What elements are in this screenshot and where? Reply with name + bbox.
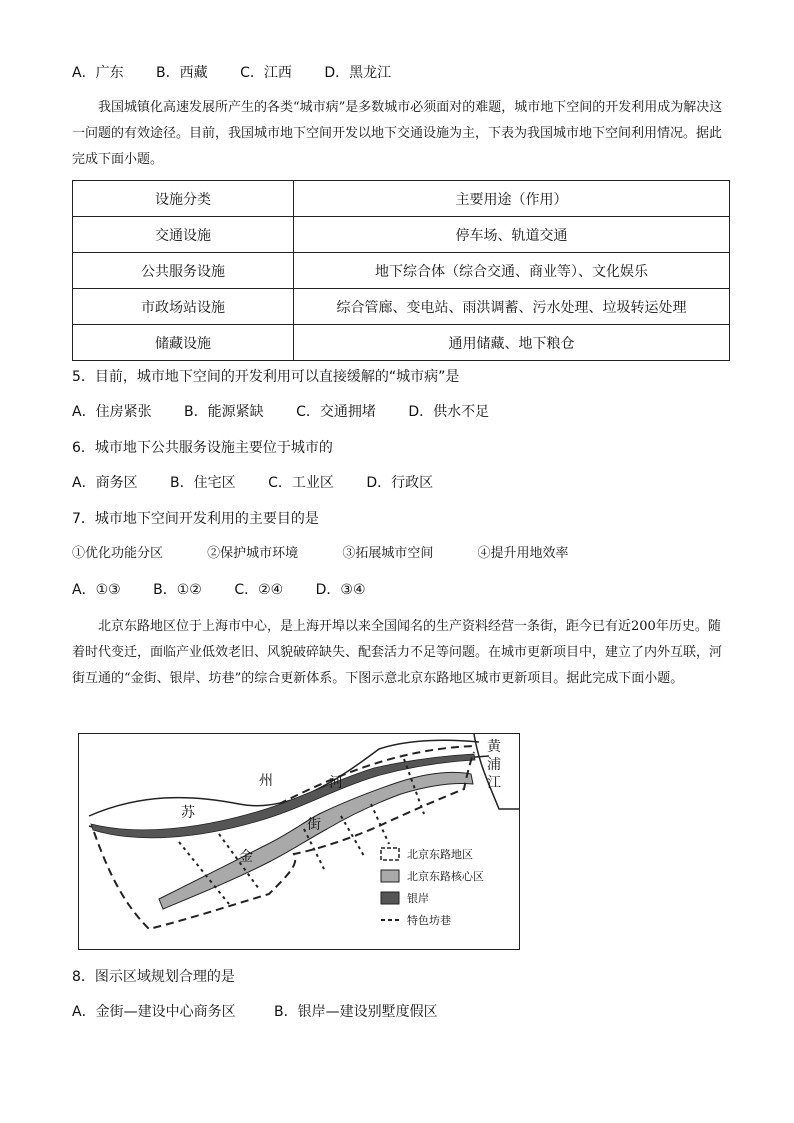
legend-swatch-core [381,870,399,882]
river-bank-south [89,756,489,835]
q6-stem: 6．城市地下公共服务设施主要位于城市的 [72,440,333,456]
q4-option-b: B．西藏 [156,65,208,81]
legend-label-core: 北京东路核心区 [407,870,484,883]
table-cell: 通用储藏、地下粮仓 [294,325,730,361]
intro-paragraph-1: 我国城镇化高速发展所产生的各类“城市病”是多数城市必须面对的难题，城市地下空间的开发利用成为解决这一问题的有效途径。目前，我国城市地下空间开发以地下交通设施为主，下表为我国城市地下空间利用情况。据此完成下面小题。 [72,100,723,167]
table-cell: 市政场站设施 [73,289,294,325]
q7-item: ③拓展城市空间 [342,546,434,561]
q8-stem: 8．图示区域规划合理的是 [72,969,235,985]
q8-options [72,1002,466,1022]
map-label-su: 苏 [181,805,195,821]
legend-swatch-bank [381,892,399,904]
q4-option-c: C．江西 [240,65,292,81]
table-cell: 储藏设施 [73,325,294,361]
q4-option-a: A．广东 [72,65,124,81]
map-label-zhou: 州 [259,773,273,789]
q7-item: ②保护城市环境 [207,546,299,561]
table-row [73,217,730,253]
map-figure [78,733,520,950]
lane-line [371,804,389,844]
q5-options [72,402,517,422]
legend-label-bank: 银岸 [407,892,429,905]
table-cell: 地下综合体（综合交通、商业等）、文化娱乐 [294,253,730,289]
q8-option-b: B．银岸—建设别墅度假区 [274,1004,438,1020]
table-row [73,253,730,289]
q4-options [72,63,419,83]
q5-option-b: B．能源紧缺 [184,404,264,420]
silver-bank-shape [91,754,475,838]
q5-option-c: C．交通拥堵 [296,404,376,420]
q6-options [72,473,461,493]
q4-option-d: D．黑龙江 [324,65,392,81]
table-row [73,325,730,361]
table-row [73,289,730,325]
map-label-huangpu: 黄浦江 [487,739,501,791]
q6-option-b: B．住宅区 [170,475,236,491]
q7-option-a: A．①③ [72,582,121,598]
q5-option-d: D．供水不足 [408,404,490,420]
q7-option-b: B．①② [153,582,202,598]
q6-option-a: A．商务区 [72,475,138,491]
lane-line [341,816,364,856]
q7-stem: 7．城市地下空间开发利用的主要目的是 [72,511,319,527]
q7-option-c: C．②④ [234,582,284,598]
map-label-he: 河 [329,775,343,791]
legend-label-district: 北京东路地区 [407,848,473,861]
legend-swatch-district [381,848,399,860]
map-label-jie: 街 [307,817,321,833]
table-cell: 停车场、轨道交通 [294,217,730,253]
q7-options [72,580,394,600]
legend-label-lane: 特色坊巷 [407,914,451,927]
table-header-row [73,181,730,217]
map-label-jin: 金 [239,849,253,865]
table-header-category: 设施分类 [73,181,294,217]
table-cell: 公共服务设施 [73,253,294,289]
q5-stem: 5．目前，城市地下空间的开发利用可以直接缓解的“城市病”是 [72,369,460,385]
table-cell: 综合管廊、变电站、雨洪调蓄、污水处理、垃圾转运处理 [294,289,730,325]
intro-paragraph-2: 北京东路地区位于上海市中心，是上海开埠以来全国闻名的生产资料经营一条街，距今已有近200年历史。随着时代变迁，面临产业低效老旧、风貌破碎缺失、配套活力不足等问题。在城市更新项目中，建立了内外互联，河街互通的“金街、银岸、坊巷”的综合更新体系。下图示意北京东路地区城市更新项目。据此完成下面小题。 [72,619,723,686]
q6-option-c: C．工业区 [268,475,334,491]
q7-items [72,544,596,564]
q7-option-d: D．③④ [315,582,366,598]
table-cell: 交通设施 [73,217,294,253]
q8-option-a: A．金街—建设中心商务区 [72,1004,236,1020]
table-header-usage: 主要用途（作用） [294,181,730,217]
facility-table [72,180,730,361]
q5-option-a: A．住房紧张 [72,404,152,420]
q7-item: ①优化功能分区 [72,546,164,561]
q6-option-d: D．行政区 [366,475,434,491]
q7-item: ④提升用地效率 [477,546,569,561]
map-drawing [79,734,519,949]
